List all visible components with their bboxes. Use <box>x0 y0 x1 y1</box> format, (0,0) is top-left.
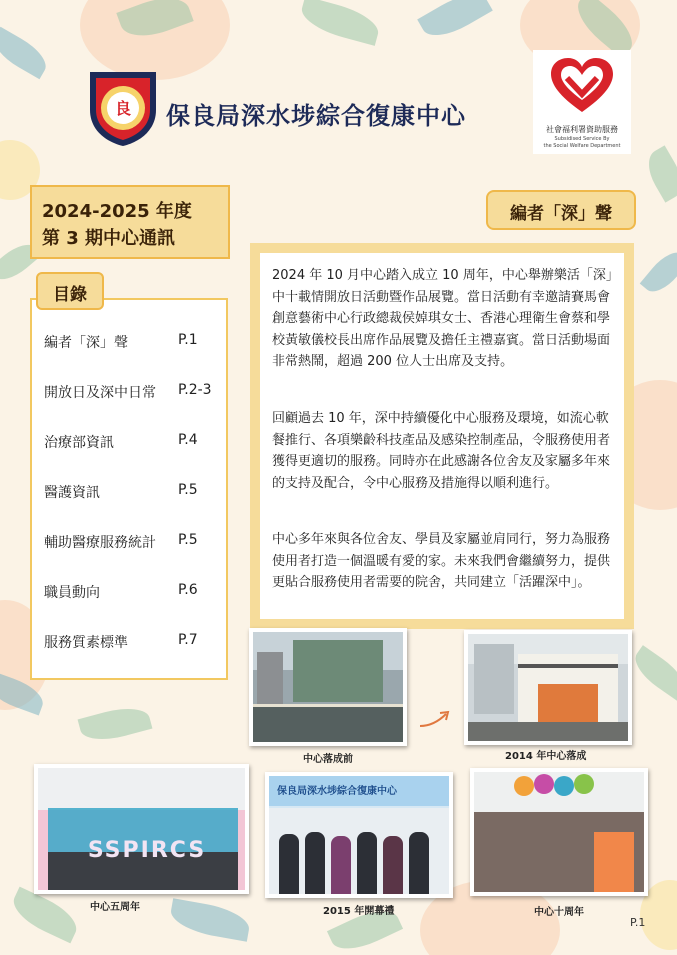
swd-subsidised-zh: 社會福利署資助服務 <box>546 125 618 134</box>
editor-article-body <box>260 253 624 619</box>
photo-2015-opening <box>265 772 453 898</box>
completed-building-image <box>468 634 628 741</box>
photo-fifth-anniversary <box>34 764 249 894</box>
editor-paragraph: 回顧過去 10 年，深中持續優化中心服務及環境，如流心軟餐推行、各項樂齡科技產品及感染控制產品，令服務使用者獲得更適切的服務。同時亦在此感謝各位舍友及家屬多年來的支持及配合，令中心服務及措施得以順利進行。 <box>272 411 611 491</box>
swd-subsidised-en-line1: Subsidised Service By <box>554 136 610 142</box>
toc-item-label: 職員動向 <box>44 585 100 601</box>
toc-item-label: 醫護資訊 <box>44 485 100 501</box>
toc-item-page: P.2-3 <box>178 382 212 398</box>
toc-item-label: 治療部資訊 <box>44 435 114 451</box>
toc-item[interactable] <box>44 332 216 354</box>
toc-item-label: 編者「深」聲 <box>44 335 128 351</box>
toc-item-label: 輔助醫療服務統計 <box>44 535 156 551</box>
banner-text: 保良局深水埗綜合復康中心 <box>277 786 397 797</box>
caption-before-completion: 中心落成前 <box>303 754 353 765</box>
editor-paragraph: 2024 年 10 月中心踏入成立 10 周年，中心舉辦樂活「深」中十載情開放日活動暨作品展覽。當日活動有幸邀請賽馬會創意藝術中心行政總裁侯婥琪女士、香港心理衛生會蔡和學校黃敏儀校長出席作品展覽及擔任主禮嘉賓。當日活動場面非常熱鬧，超過 200 位人士出席及支持。 <box>272 268 613 369</box>
toc-title-tab <box>36 272 104 310</box>
swd-heart-logo <box>549 56 615 116</box>
balloon-letters: SSPIRCS <box>87 838 207 863</box>
toc-item-page: P.1 <box>178 332 198 348</box>
swd-subsidised-en-line2: the Social Welfare Department <box>543 143 621 149</box>
opening-ceremony-image <box>269 776 449 894</box>
photo-before-completion <box>249 628 407 746</box>
issue-number: 第 3 期中心通訊 <box>42 228 176 249</box>
fifth-anniversary-group-image <box>38 768 245 890</box>
editor-article <box>250 243 634 629</box>
toc-item-label: 開放日及深中日常 <box>44 385 156 401</box>
caption-2014-completed: 2014 年中心落成 <box>505 751 587 762</box>
toc-item[interactable] <box>44 532 216 554</box>
toc-title: 目錄 <box>53 285 87 305</box>
arrow-icon <box>418 708 452 730</box>
photo-2014-completed <box>464 630 632 745</box>
toc-item[interactable] <box>44 432 216 454</box>
organization-name: 保良局深水埗綜合復康中心 <box>166 102 466 130</box>
editor-title: 編者「深」聲 <box>510 204 612 224</box>
issue-year: 2024-2025 年度 <box>42 201 192 222</box>
toc-item-page: P.7 <box>178 632 198 648</box>
toc-item-page: P.5 <box>178 532 198 548</box>
toc-item[interactable] <box>44 632 216 654</box>
toc-item[interactable] <box>44 482 216 504</box>
construction-site-image <box>253 632 403 742</box>
issue-title-box <box>30 185 230 259</box>
po-leung-kuk-emblem <box>84 66 162 148</box>
toc-item-page: P.4 <box>178 432 198 448</box>
editor-title-tab <box>486 190 636 230</box>
photo-tenth-anniversary <box>470 768 648 896</box>
page-number: P.1 <box>630 916 646 929</box>
caption-tenth-anniversary: 中心十周年 <box>534 907 584 918</box>
toc-item[interactable] <box>44 382 216 404</box>
swd-logo-box <box>533 50 631 154</box>
tenth-anniversary-group-image <box>474 772 644 892</box>
svg-text:良: 良 <box>114 99 132 118</box>
toc-item-page: P.6 <box>178 582 198 598</box>
caption-2015-opening: 2015 年開幕禮 <box>323 906 395 917</box>
toc-item[interactable] <box>44 582 216 604</box>
toc-item-label: 服務質素標準 <box>44 635 128 651</box>
caption-fifth-anniversary: 中心五周年 <box>90 902 140 913</box>
toc-item-page: P.5 <box>178 482 198 498</box>
editor-paragraph: 中心多年來與各位舍友、學員及家屬並肩同行，努力為服務使用者打造一個溫暖有愛的家。未來我們會繼續努力，提供更貼合服務使用者需要的院舍，共同建立「活躍深中」。 <box>272 532 611 590</box>
